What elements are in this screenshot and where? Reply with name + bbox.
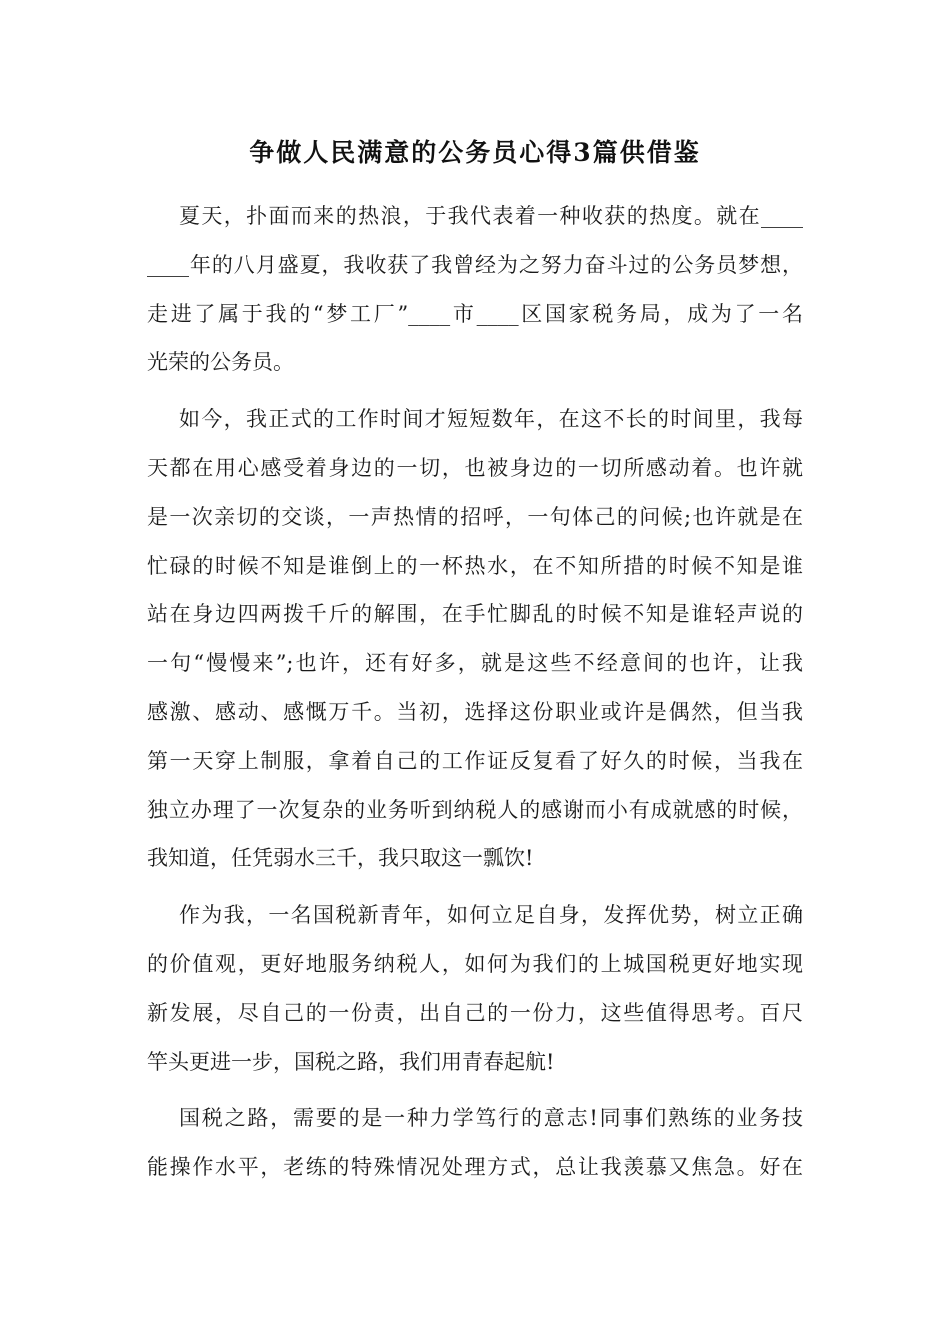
text-line: 天都在用心感受着身边的一切，也被身边的一切所感动着。也许就: [147, 455, 803, 480]
text-line: 竿头更进一步，国税之路，我们用青春起航!: [147, 1049, 555, 1074]
paragraph-1: [147, 192, 803, 387]
text-line: 一句“慢慢来”;也许，还有好多，就是这些不经意间的也许，让我: [147, 651, 803, 676]
paragraph-3: [147, 891, 803, 1086]
text-line: 是一次亲切的交谈，一声热情的招呼，一句体己的问候;也许就是在: [147, 504, 803, 529]
text-line: 新发展，尽自己的一份责，出自己的一份力，这些值得思考。百尺: [147, 1000, 803, 1025]
text-line: 国税之路，需要的是一种力学笃行的意志!同事们熟练的业务技: [179, 1106, 803, 1131]
paragraph-2: [147, 395, 803, 883]
document-title: 争做人民满意的公务员心得3篇供借鉴: [249, 138, 701, 167]
paragraph-4: [147, 1094, 803, 1192]
text-line: 作为我，一名国税新青年，如何立足自身，发挥优势，树立正确: [179, 903, 803, 928]
text-line: 感激、感动、感慨万千。当初，选择这份职业或许是偶然，但当我: [147, 699, 803, 724]
text-line: 的价值观，更好地服务纳税人，如何为我们的上城国税更好地实现: [147, 951, 803, 976]
text-line: 独立办理了一次复杂的业务听到纳税人的感谢而小有成就感的时候，: [147, 797, 803, 822]
text-line: 站在身边四两拨千斤的解围，在手忙脚乱的时候不知是谁轻声说的: [147, 602, 803, 627]
text-line: 走进了属于我的“梦工厂”____市____区国家税务局，成为了一名: [147, 301, 803, 326]
text-line: 夏天，扑面而来的热浪，于我代表着一种收获的热度。就在____: [179, 204, 803, 228]
text-line: 我知道，任凭弱水三千，我只取这一瓢饮!: [147, 846, 534, 871]
text-line: 光荣的公务员。: [147, 350, 294, 375]
text-line: 能操作水平，老练的特殊情况处理方式，总让我羡慕又焦急。好在: [147, 1155, 803, 1180]
document-body: [147, 192, 803, 1200]
text-line: ____年的八月盛夏，我收获了我曾经为之努力奋斗过的公务员梦想，: [147, 252, 803, 277]
text-line: 忙碌的时候不知是谁倒上的一杯热水，在不知所措的时候不知是谁: [147, 553, 803, 578]
text-line: 第一天穿上制服，拿着自己的工作证反复看了好久的时候，当我在: [147, 748, 803, 773]
text-line: 如今，我正式的工作时间才短短数年，在这不长的时间里，我每: [179, 407, 803, 432]
